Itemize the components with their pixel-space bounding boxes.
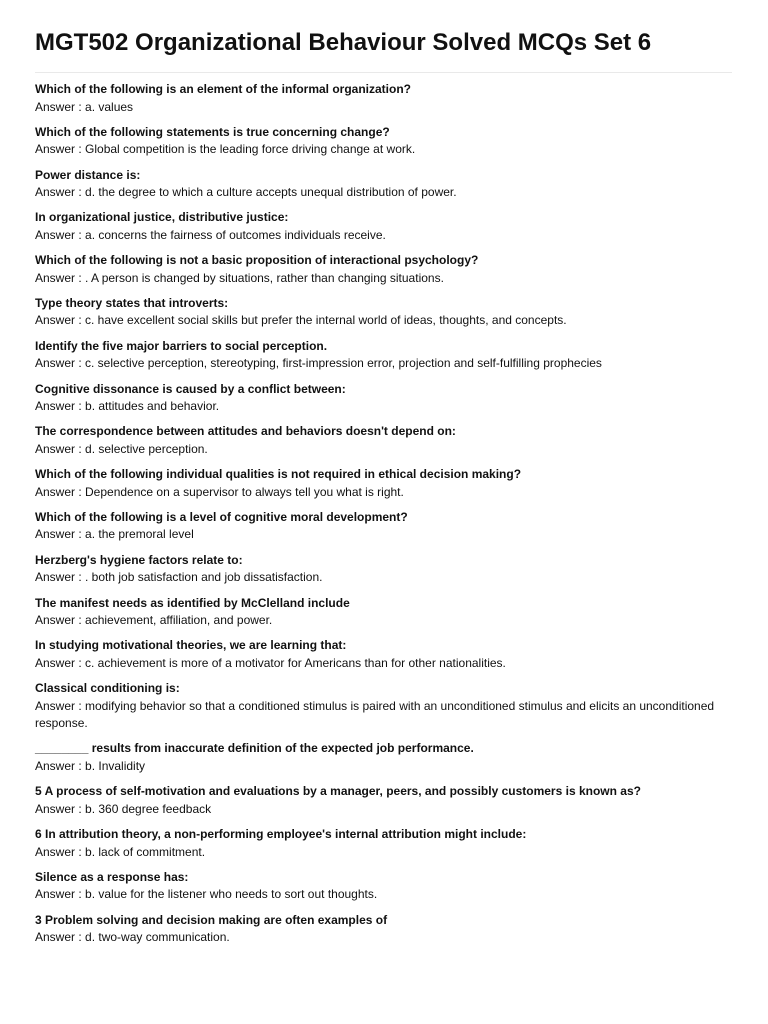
answer-prefix: Answer : <box>35 356 86 371</box>
question-text: The manifest needs as identified by McClelland include <box>35 595 350 610</box>
answer-prefix: Answer : <box>35 227 86 242</box>
answer-prefix: Answer : <box>35 313 86 328</box>
qa-item <box>35 869 732 904</box>
answer-prefix: Answer : <box>35 185 86 200</box>
qa-item <box>35 783 732 818</box>
question-text: Identify the five major barriers to social perception. <box>35 338 328 353</box>
qa-item <box>35 826 732 861</box>
answer-prefix: Answer : <box>35 570 86 585</box>
qa-item <box>35 252 732 287</box>
answer-text <box>35 929 732 947</box>
answer-value: . A person is changed by situations, rather than changing situations. <box>85 270 444 285</box>
answer-text <box>35 844 732 862</box>
qa-item <box>35 637 732 672</box>
answer-value: b. attitudes and behavior. <box>85 399 220 414</box>
question-text: Classical conditioning is: <box>35 681 180 696</box>
answer-value: b. value for the listener who needs to sort out thoughts. <box>85 887 378 902</box>
title-divider <box>35 72 732 73</box>
question-text: Type theory states that introverts: <box>35 295 229 310</box>
question-text: Which of the following statements is true concerning change? <box>35 124 390 139</box>
qa-item <box>35 595 732 630</box>
qa-item <box>35 680 732 733</box>
answer-prefix: Answer : <box>35 99 86 114</box>
answer-prefix: Answer : <box>35 698 86 713</box>
answer-value: a. the premoral level <box>85 527 194 542</box>
question-text: In studying motivational theories, we are learning that: <box>35 638 347 653</box>
qa-item <box>35 466 732 501</box>
answer-prefix: Answer : <box>35 142 86 157</box>
answer-text <box>35 441 732 459</box>
answer-text <box>35 312 732 330</box>
answer-text <box>35 398 732 416</box>
answer-text <box>35 655 732 673</box>
answer-prefix: Answer : <box>35 441 86 456</box>
answer-value: a. values <box>85 99 134 114</box>
answer-value: a. concerns the fairness of outcomes individuals receive. <box>85 227 386 242</box>
answer-text <box>35 569 732 587</box>
qa-item <box>35 423 732 458</box>
answer-prefix: Answer : <box>35 613 86 628</box>
answer-text <box>35 227 732 245</box>
answer-text <box>35 355 732 373</box>
answer-text <box>35 270 732 288</box>
answer-prefix: Answer : <box>35 399 86 414</box>
answer-value: b. lack of commitment. <box>85 844 206 859</box>
answer-prefix: Answer : <box>35 527 86 542</box>
qa-item <box>35 295 732 330</box>
qa-item <box>35 912 732 947</box>
answer-text <box>35 758 732 776</box>
answer-prefix: Answer : <box>35 844 86 859</box>
answer-value: c. have excellent social skills but prefer the internal world of ideas, thoughts, and concepts. <box>85 313 567 328</box>
answer-value: Dependence on a supervisor to always tell you what is right. <box>85 484 404 499</box>
qa-item <box>35 740 732 775</box>
question-text: The correspondence between attitudes and behaviors doesn't depend on: <box>35 424 456 439</box>
answer-text <box>35 484 732 502</box>
answer-text <box>35 801 732 819</box>
question-text: 5 A process of self-motivation and evaluations by a manager, peers, and possibly customers is known as? <box>35 784 641 799</box>
qa-item <box>35 509 732 544</box>
answer-text <box>35 526 732 544</box>
answer-value: modifying behavior so that a conditioned stimulus is paired with an unconditioned stimulus and elicits an unconditioned response. <box>35 698 715 731</box>
answer-text <box>35 99 732 117</box>
question-text: Which of the following is an element of the informal organization? <box>35 82 412 96</box>
qa-item <box>35 338 732 373</box>
qa-item <box>35 124 732 159</box>
answer-value: achievement, affiliation, and power. <box>85 613 273 628</box>
answer-value: d. the degree to which a culture accepts unequal distribution of power. <box>85 185 457 200</box>
qa-item <box>35 209 732 244</box>
question-text: 3 Problem solving and decision making are often examples of <box>35 912 388 927</box>
qa-item <box>35 81 732 116</box>
answer-prefix: Answer : <box>35 758 86 773</box>
answer-value: c. selective perception, stereotyping, first-impression error, projection and self-fulfilling prophecies <box>85 356 602 371</box>
answer-value: b. 360 degree feedback <box>85 801 212 816</box>
answer-prefix: Answer : <box>35 655 86 670</box>
answer-text <box>35 886 732 904</box>
answer-prefix: Answer : <box>35 801 86 816</box>
answer-text <box>35 184 732 202</box>
answer-prefix: Answer : <box>35 930 86 945</box>
question-text: Which of the following is not a basic proposition of interactional psychology? <box>35 253 479 268</box>
answer-value: d. two-way communication. <box>85 930 230 945</box>
question-text: 6 In attribution theory, a non-performing employee's internal attribution might include: <box>35 827 527 842</box>
answer-value: b. Invalidity <box>85 758 146 773</box>
qa-item <box>35 552 732 587</box>
qa-item <box>35 381 732 416</box>
answer-text <box>35 698 732 733</box>
answer-value: d. selective perception. <box>85 441 208 456</box>
question-text: Which of the following is a level of cognitive moral development? <box>35 509 408 524</box>
answer-value: . both job satisfaction and job dissatisfaction. <box>85 570 323 585</box>
answer-prefix: Answer : <box>35 270 86 285</box>
question-text: Cognitive dissonance is caused by a conflict between: <box>35 381 346 396</box>
answer-prefix: Answer : <box>35 484 86 499</box>
question-text: Which of the following individual qualities is not required in ethical decision making? <box>35 467 522 482</box>
answer-value: c. achievement is more of a motivator for Americans than for other nationalities. <box>85 655 506 670</box>
answer-text <box>35 141 732 159</box>
question-text: ________ results from inaccurate definition of the expected job performance. <box>35 741 474 756</box>
page-title: MGT502 Organizational Behaviour Solved MCQs Set 6 <box>35 29 652 56</box>
question-text: In organizational justice, distributive justice: <box>35 210 289 225</box>
question-text: Power distance is: <box>35 167 141 182</box>
question-text: Silence as a response has: <box>35 869 189 884</box>
qa-list <box>35 81 732 947</box>
answer-value: Global competition is the leading force driving change at work. <box>85 142 416 157</box>
question-text: Herzberg's hygiene factors relate to: <box>35 552 243 567</box>
answer-text <box>35 612 732 630</box>
qa-item <box>35 167 732 202</box>
answer-prefix: Answer : <box>35 887 86 902</box>
